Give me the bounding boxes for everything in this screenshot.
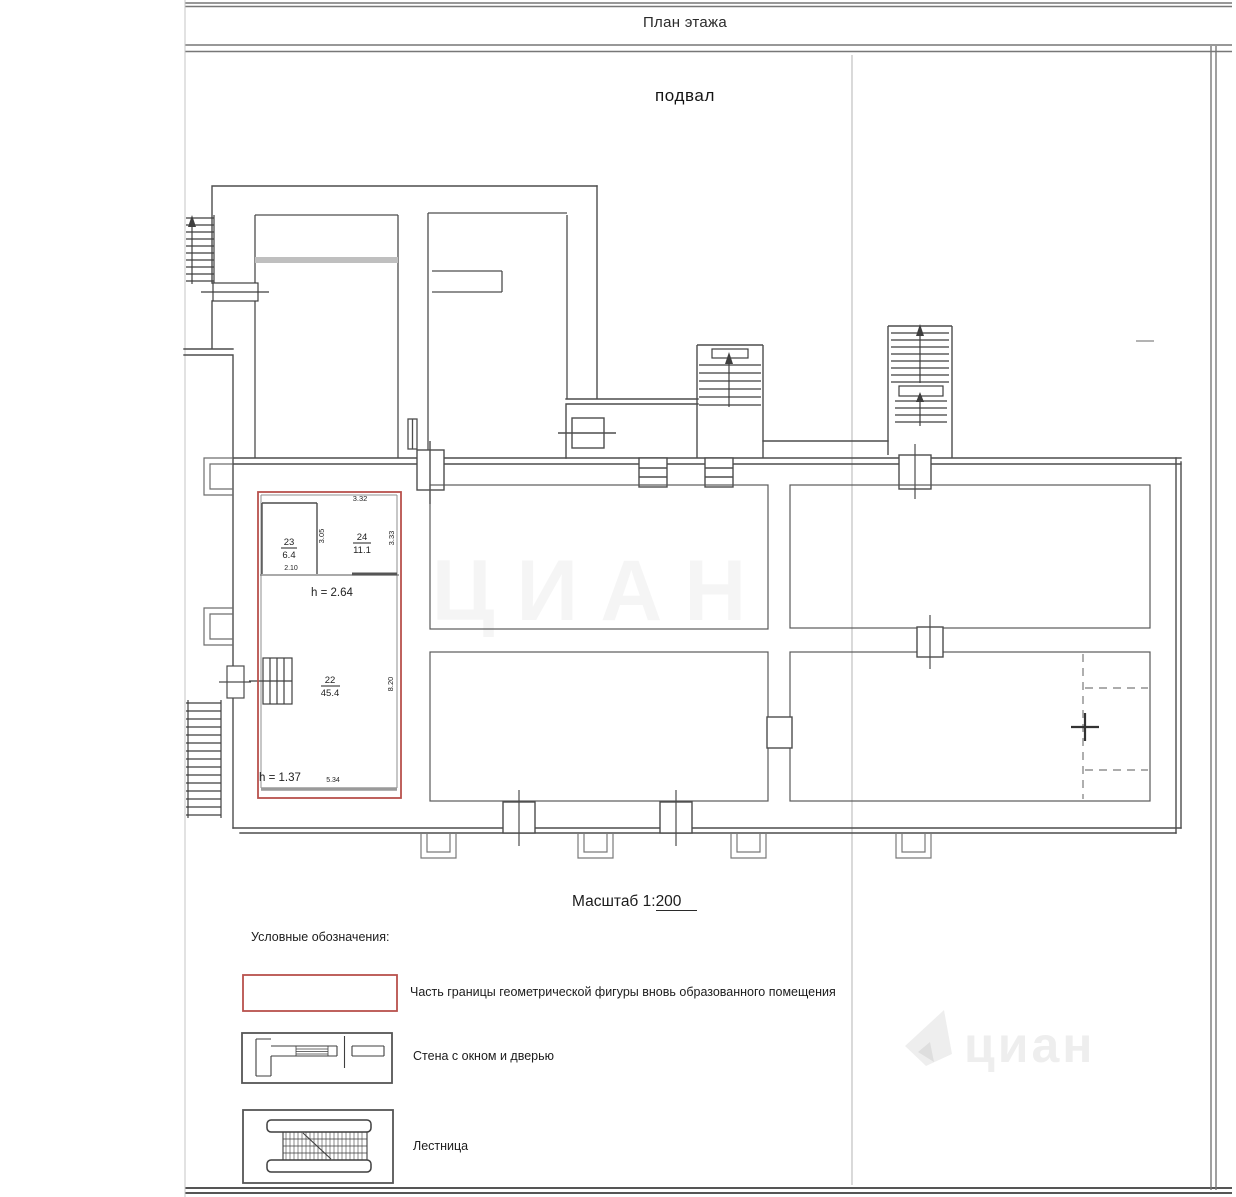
stairs-horizontal-hatch bbox=[283, 1139, 367, 1153]
stair-bottom-left bbox=[186, 700, 221, 818]
stairs-bottom-bar bbox=[267, 1160, 371, 1172]
header-rule bbox=[185, 45, 1232, 52]
red-boundary bbox=[258, 492, 401, 798]
plan-labels bbox=[259, 494, 396, 784]
room-24-number: 24 bbox=[356, 532, 368, 543]
legend-item-new-room-boundary-label: Часть границы геометрической фигуры вновь образованного помещения bbox=[410, 985, 836, 999]
height-upper-label: h = 2.64 bbox=[311, 587, 353, 599]
striped-window-2 bbox=[705, 458, 733, 487]
stair-central bbox=[697, 345, 763, 458]
room-b-shelf bbox=[432, 271, 502, 292]
room-24-area: 11.1 bbox=[353, 545, 371, 556]
legend-title: Условные обозначения: bbox=[251, 930, 390, 944]
door-box-mid-right bbox=[767, 717, 792, 748]
stair-rungs bbox=[186, 218, 214, 281]
scale-value: 200 bbox=[656, 893, 698, 911]
watermark-corner-text: циан bbox=[964, 1017, 1096, 1073]
stair-right bbox=[888, 324, 952, 499]
striped-window-1 bbox=[639, 458, 667, 487]
height-lower-label: h = 1.37 bbox=[259, 772, 301, 784]
upper-right-block-wall bbox=[566, 186, 888, 458]
dim-room23-width: 2.10 bbox=[284, 565, 298, 572]
dim-room22-width: 5.34 bbox=[326, 777, 340, 784]
room-b-walls bbox=[428, 213, 567, 458]
stairs-top-bar bbox=[267, 1120, 371, 1132]
building-walls bbox=[184, 186, 1181, 833]
stair-arrowhead bbox=[188, 215, 196, 227]
room-right-top bbox=[790, 485, 1150, 628]
lower-rooms bbox=[430, 485, 1150, 846]
cross-mark bbox=[1071, 713, 1099, 741]
legend-swatches bbox=[242, 975, 397, 1183]
central-stair-rungs bbox=[699, 365, 761, 405]
room-23-area: 6.4 bbox=[282, 550, 296, 561]
room-22-number: 22 bbox=[324, 675, 336, 686]
room-23-number: 23 bbox=[283, 537, 295, 548]
ladder-rungs bbox=[186, 703, 221, 815]
scale-label bbox=[572, 893, 697, 911]
dim-room24-width: 3.32 bbox=[352, 494, 368, 503]
well-3 bbox=[731, 833, 766, 858]
niche-1 bbox=[204, 458, 233, 495]
upper-left-rooms bbox=[255, 213, 567, 458]
room-mid-bottom bbox=[430, 652, 768, 801]
left-wall-openings bbox=[204, 458, 251, 698]
corridor-wall-symbols bbox=[417, 418, 733, 504]
niche-2 bbox=[204, 608, 233, 645]
room-a-gray-band bbox=[255, 257, 398, 263]
wall-window-door-icon bbox=[256, 1036, 384, 1076]
wall-band bbox=[271, 1046, 384, 1056]
floor-name-label: подвал bbox=[654, 86, 716, 105]
dim-room22-depth: 8.20 bbox=[386, 676, 395, 692]
right-stair-lower-rungs bbox=[895, 401, 947, 422]
upper-left-outer-walls bbox=[184, 186, 597, 828]
right-outer-wall bbox=[1176, 458, 1181, 833]
grid-window-bars bbox=[249, 658, 292, 704]
bottom-outer-wall bbox=[233, 828, 1181, 833]
wall-leg bbox=[256, 1039, 271, 1076]
well-2 bbox=[578, 833, 613, 858]
stairs-icon bbox=[267, 1120, 371, 1172]
page-title: План этажа bbox=[642, 14, 728, 31]
right-border bbox=[1211, 46, 1216, 1190]
window-hatch bbox=[296, 1046, 328, 1056]
zone-inner-walls bbox=[261, 495, 397, 788]
bottom-rule bbox=[185, 1188, 1232, 1193]
legend-item-stairs-label: Лестница bbox=[413, 1139, 469, 1153]
legend-red-boundary-swatch bbox=[243, 975, 397, 1011]
well-1 bbox=[421, 833, 456, 858]
well-4 bbox=[896, 833, 931, 858]
room-a-walls bbox=[255, 215, 398, 458]
dim-room23-depth: 3.05 bbox=[317, 528, 326, 544]
room-22-area: 45.4 bbox=[320, 688, 340, 699]
dim-room24-depth: 3.33 bbox=[387, 530, 396, 546]
watermark-corner bbox=[905, 1010, 1095, 1073]
scale-prefix: Масштаб 1: bbox=[572, 893, 656, 910]
top-rule bbox=[185, 3, 1232, 7]
watermark-center: ЦИАН bbox=[431, 543, 769, 639]
legend-item-wall-window-door-label: Стена с окном и дверью bbox=[413, 1049, 554, 1063]
